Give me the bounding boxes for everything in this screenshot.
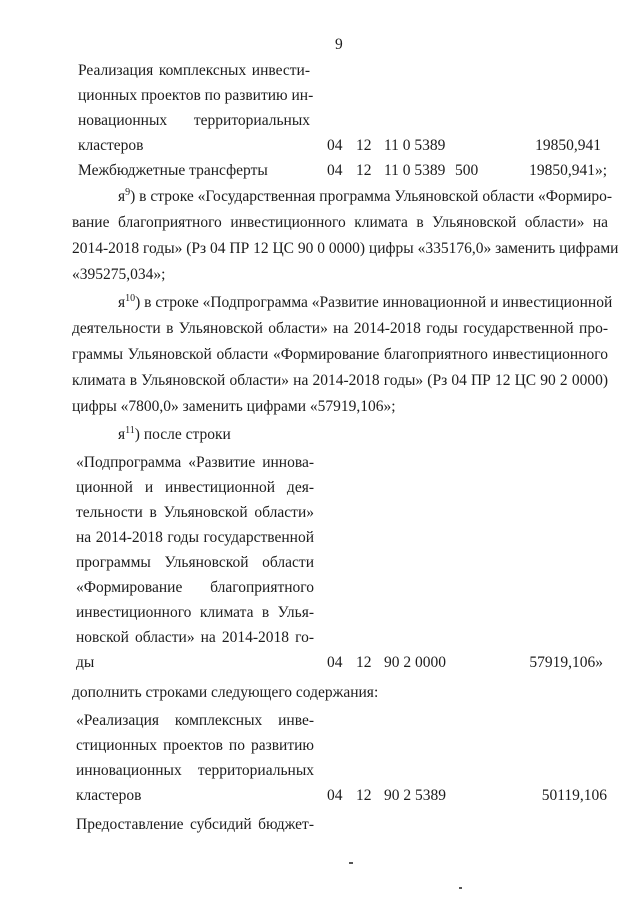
block1-line-3: новационных территориальных bbox=[78, 112, 310, 129]
block2-line-7: инвестиционного климата в Улья- bbox=[76, 604, 314, 621]
para10-line-1-text: ) в строке «Подпрограмма «Развитие инновационной и инвестиционной bbox=[135, 294, 613, 311]
para11-line bbox=[118, 426, 231, 444]
block2-row-rz: 04 bbox=[327, 654, 343, 671]
block1-row2-cs: 11 0 5389 bbox=[384, 162, 446, 179]
block2-line-8: новской области» на 2014-2018 го- bbox=[76, 629, 314, 646]
block2-row-sum: 57919,106» bbox=[529, 654, 603, 671]
para11-text: ) после строки bbox=[134, 426, 231, 443]
para11-sup: 11 bbox=[125, 425, 135, 436]
block2-line-2: ционной и инвестиционной дея- bbox=[76, 479, 314, 496]
block2-row-pr: 12 bbox=[356, 654, 372, 671]
block1-row2-label: Межбюджетные трансферты bbox=[78, 162, 268, 179]
scan-speck bbox=[459, 887, 462, 889]
para10-line-3: граммы Ульяновской области «Формирование благоприятного инвестиционного bbox=[72, 346, 608, 363]
block1-row1-sum: 19850,941 bbox=[535, 137, 601, 154]
para9-line-1-text: ) в строке «Государственная программа Ульяновской области «Формиро- bbox=[130, 188, 613, 205]
block3-row-pr: 12 bbox=[356, 787, 372, 804]
para10-prefix: я bbox=[118, 294, 126, 311]
para10-sup: 10 bbox=[125, 293, 136, 304]
scan-speck bbox=[349, 862, 353, 864]
block2-line-1: «Подпрограмма «Развитие иннова- bbox=[76, 454, 314, 471]
block2-line-6: «Формирование благоприятного bbox=[76, 579, 314, 596]
para9-line-4: «395275,034»; bbox=[72, 266, 166, 283]
block3-row-rz: 04 bbox=[327, 787, 343, 804]
block1-line-4: кластеров bbox=[78, 137, 144, 154]
para9-line-1 bbox=[118, 187, 613, 206]
para9-prefix: я bbox=[118, 188, 126, 205]
block2-line-5: программы Ульяновской области bbox=[76, 554, 314, 571]
block2-line-4: на 2014-2018 годы государственной bbox=[76, 529, 314, 546]
para10-line-4: климата в Ульяновской области» на 2014-2018 годы» (Рз 04 ПР 12 ЦС 90 2 0000) bbox=[72, 372, 608, 389]
supplement-text: дополнить строками следующего содержания: bbox=[72, 684, 379, 701]
block1-row2-rz: 04 bbox=[327, 162, 343, 179]
block3-row-cs: 90 2 5389 bbox=[384, 787, 446, 804]
block3-line-1: «Реализация комплексных инве- bbox=[76, 712, 314, 729]
block2-line-9: ды bbox=[76, 654, 95, 671]
para11-prefix: я bbox=[118, 426, 126, 443]
block1-row2-vr: 500 bbox=[455, 162, 479, 179]
block1-line-2: ционных проектов по развитию ин- bbox=[78, 87, 314, 104]
block1-row2-sum: 19850,941»; bbox=[529, 162, 607, 179]
block3-line-4: кластеров bbox=[76, 787, 142, 804]
block2-line-3: тельности в Ульяновской области» bbox=[76, 504, 314, 521]
block2-row-cs: 90 2 0000 bbox=[384, 654, 446, 671]
block3-row-sum: 50119,106 bbox=[541, 787, 607, 804]
block1-line-1: Реализация комплексных инвести- bbox=[78, 62, 310, 79]
para9-sup: 9 bbox=[125, 187, 131, 198]
para9-line-3: 2014-2018 годы» (Рз 04 ПР 12 ЦС 90 0 0000) цифры «335176,0» заменить цифрами bbox=[72, 240, 619, 257]
block3-line-2: стиционных проектов по развитию bbox=[76, 737, 314, 754]
page-number: 9 bbox=[335, 36, 343, 53]
block1-row1-rz: 04 bbox=[327, 137, 343, 154]
para10-line-1 bbox=[118, 293, 613, 312]
block1-row2-pr: 12 bbox=[356, 162, 372, 179]
last-line: Предоставление субсидий бюджет- bbox=[76, 816, 314, 833]
block1-row1-cs: 11 0 5389 bbox=[384, 137, 446, 154]
para10-line-2: деятельности в Ульяновской области» на 2014-2018 годы государственной про- bbox=[72, 320, 608, 337]
block1-row1-pr: 12 bbox=[356, 137, 372, 154]
para9-line-2: вание благоприятного инвестиционного климата в Ульяновской области» на bbox=[72, 214, 608, 231]
para10-line-5: цифры «7800,0» заменить цифрами «57919,106»; bbox=[72, 398, 396, 415]
block3-line-3: инновационных территориальных bbox=[76, 762, 314, 779]
